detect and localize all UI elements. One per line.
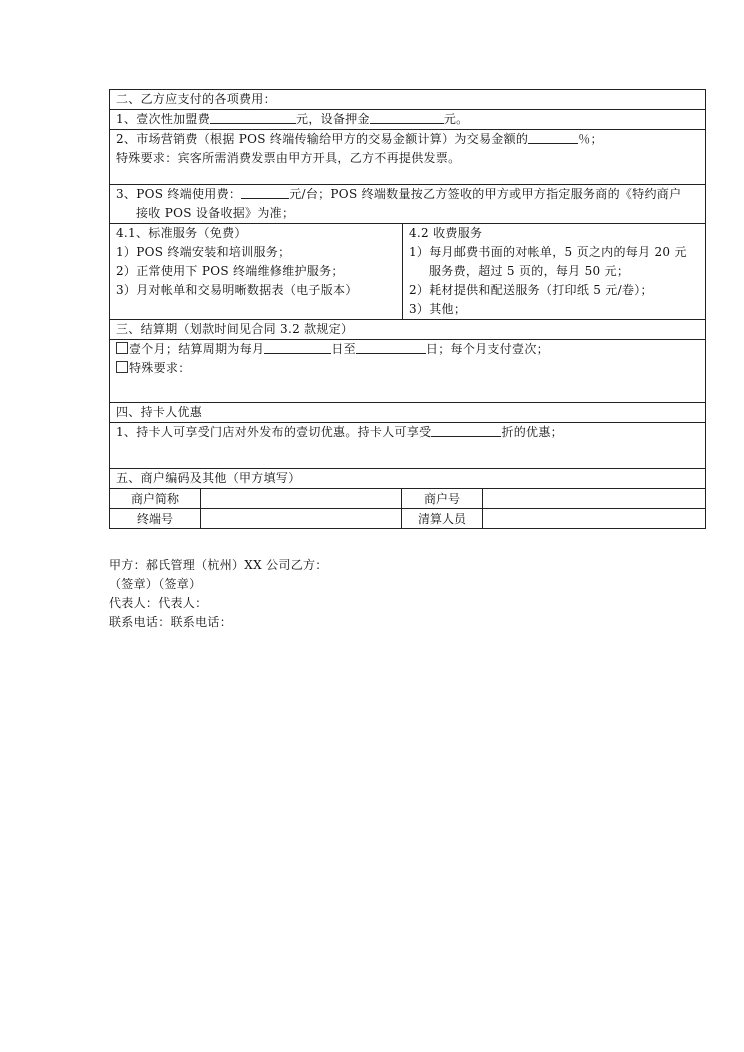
merchant-short-name-label: 商户简称 bbox=[110, 489, 201, 509]
terminal-no-value[interactable] bbox=[201, 509, 402, 529]
joining-fee-label: 1、壹次性加盟费 bbox=[116, 112, 211, 126]
deposit-label: 元，设备押金 bbox=[296, 112, 370, 126]
settlement-staff-label: 清算人员 bbox=[402, 509, 483, 529]
paid-services-cell bbox=[403, 224, 705, 319]
table-row bbox=[110, 489, 705, 509]
settlement-to-label: 日至 bbox=[331, 342, 356, 356]
pos-fee-blank[interactable] bbox=[241, 185, 289, 199]
contact-phone-line: 联系电话：联系电话： bbox=[109, 615, 233, 629]
fee-form-table bbox=[109, 89, 706, 529]
paid-services-title: 4.2 收费服务 bbox=[409, 226, 483, 240]
standard-services-cell bbox=[110, 224, 403, 319]
section-4-title: 四、持卡人优惠 bbox=[116, 405, 203, 419]
discount-label: 1、持卡人可享受门店对外发布的壹切优惠。持卡人可享受 bbox=[116, 425, 432, 439]
joining-fee-end: 元。 bbox=[443, 112, 469, 126]
settlement-end-label: 日；每个月支付壹次； bbox=[425, 342, 549, 356]
paid-service-item: 1）每月邮费书面的对帐单，5 页之内的每月 20 元 bbox=[409, 245, 687, 259]
section-3-title-row bbox=[110, 320, 705, 340]
merchant-short-name-value[interactable] bbox=[201, 489, 402, 509]
discount-blank[interactable] bbox=[431, 423, 501, 437]
seal-line: （签章）（签章） bbox=[109, 577, 202, 591]
services-row bbox=[110, 224, 705, 320]
marketing-fee-line bbox=[110, 130, 705, 149]
special-checkbox[interactable] bbox=[116, 361, 128, 373]
deposit-blank[interactable] bbox=[370, 110, 444, 124]
marketing-fee-label: 2、市场营销费（根据 POS 终端传输给甲方的交易金额计算）为交易金额的 bbox=[116, 132, 529, 146]
section-4-title-row bbox=[110, 403, 705, 423]
paid-service-item: 2）耗材提供和配送服务（打印纸 5 元/卷）； bbox=[409, 283, 653, 297]
discount-end: 折的优惠； bbox=[501, 425, 563, 439]
section-5-title-row bbox=[110, 469, 705, 489]
section-5-title: 五、商户编码及其他（甲方填写） bbox=[116, 471, 301, 485]
settlement-row bbox=[110, 340, 705, 403]
paid-service-item: 服务费，超过 5 页的，每月 50 元； bbox=[429, 264, 630, 278]
monthly-checkbox[interactable] bbox=[116, 342, 128, 354]
pos-fee-label: 3、POS 终端使用费： bbox=[116, 187, 242, 201]
pos-fee-text: 元/台；POS 终端数量按乙方签收的甲方或甲方指定服务商的《特约商户 bbox=[289, 187, 682, 201]
joining-fee-line bbox=[110, 110, 705, 129]
pos-fee-text-cont: 接收 POS 设备收据》为准； bbox=[136, 206, 295, 220]
settlement-staff-value[interactable] bbox=[483, 509, 706, 529]
merchant-no-value[interactable] bbox=[483, 489, 706, 509]
marketing-fee-end: ％； bbox=[578, 132, 603, 146]
representative-line: 代表人：代表人： bbox=[109, 596, 208, 610]
joining-fee-row bbox=[110, 110, 705, 130]
marketing-percent-blank[interactable] bbox=[528, 130, 578, 144]
settlement-special-label: 特殊要求： bbox=[129, 361, 191, 375]
section-3-title: 三、结算期（划款时间见合同 3.2 款规定） bbox=[116, 322, 354, 336]
standard-service-item: 3）月对帐单和交易明晰数据表（电子版本） bbox=[116, 283, 358, 297]
settlement-start-blank[interactable] bbox=[264, 340, 331, 354]
standard-services-title: 4.1、标准服务（免费） bbox=[116, 226, 247, 240]
standard-service-item: 2）正常使用下 POS 终端维修维护服务； bbox=[116, 264, 344, 278]
pos-usage-fee-line bbox=[110, 185, 705, 204]
section-2-title: 二、乙方应支付的各项费用： bbox=[116, 92, 276, 106]
merchant-code-row bbox=[110, 489, 705, 528]
cardholder-discount-row bbox=[110, 423, 705, 469]
joining-fee-blank[interactable] bbox=[210, 110, 296, 124]
marketing-fee-row bbox=[110, 130, 705, 185]
monthly-settlement-line bbox=[110, 340, 705, 359]
pos-usage-fee-row bbox=[110, 185, 705, 224]
invoice-special-requirement: 特殊要求：宾客所需消费发票由甲方开具，乙方不再提供发票。 bbox=[116, 151, 461, 165]
merchant-no-label: 商户号 bbox=[402, 489, 483, 509]
paid-service-item: 3）其他； bbox=[409, 302, 467, 316]
monthly-label: 壹个月；结算周期为每月 bbox=[129, 342, 265, 356]
signature-block bbox=[109, 556, 328, 632]
terminal-no-label: 终端号 bbox=[110, 509, 201, 529]
settlement-special-line bbox=[110, 359, 705, 378]
section-2-title-row bbox=[110, 90, 705, 110]
settlement-end-blank[interactable] bbox=[356, 340, 426, 354]
cardholder-discount-line bbox=[110, 423, 705, 442]
standard-service-item: 1）POS 终端安装和培训服务； bbox=[116, 245, 291, 259]
merchant-code-table bbox=[110, 489, 705, 528]
party-line: 甲方：郝氏管理（杭州）XX 公司乙方： bbox=[109, 558, 328, 572]
table-row bbox=[110, 509, 705, 529]
